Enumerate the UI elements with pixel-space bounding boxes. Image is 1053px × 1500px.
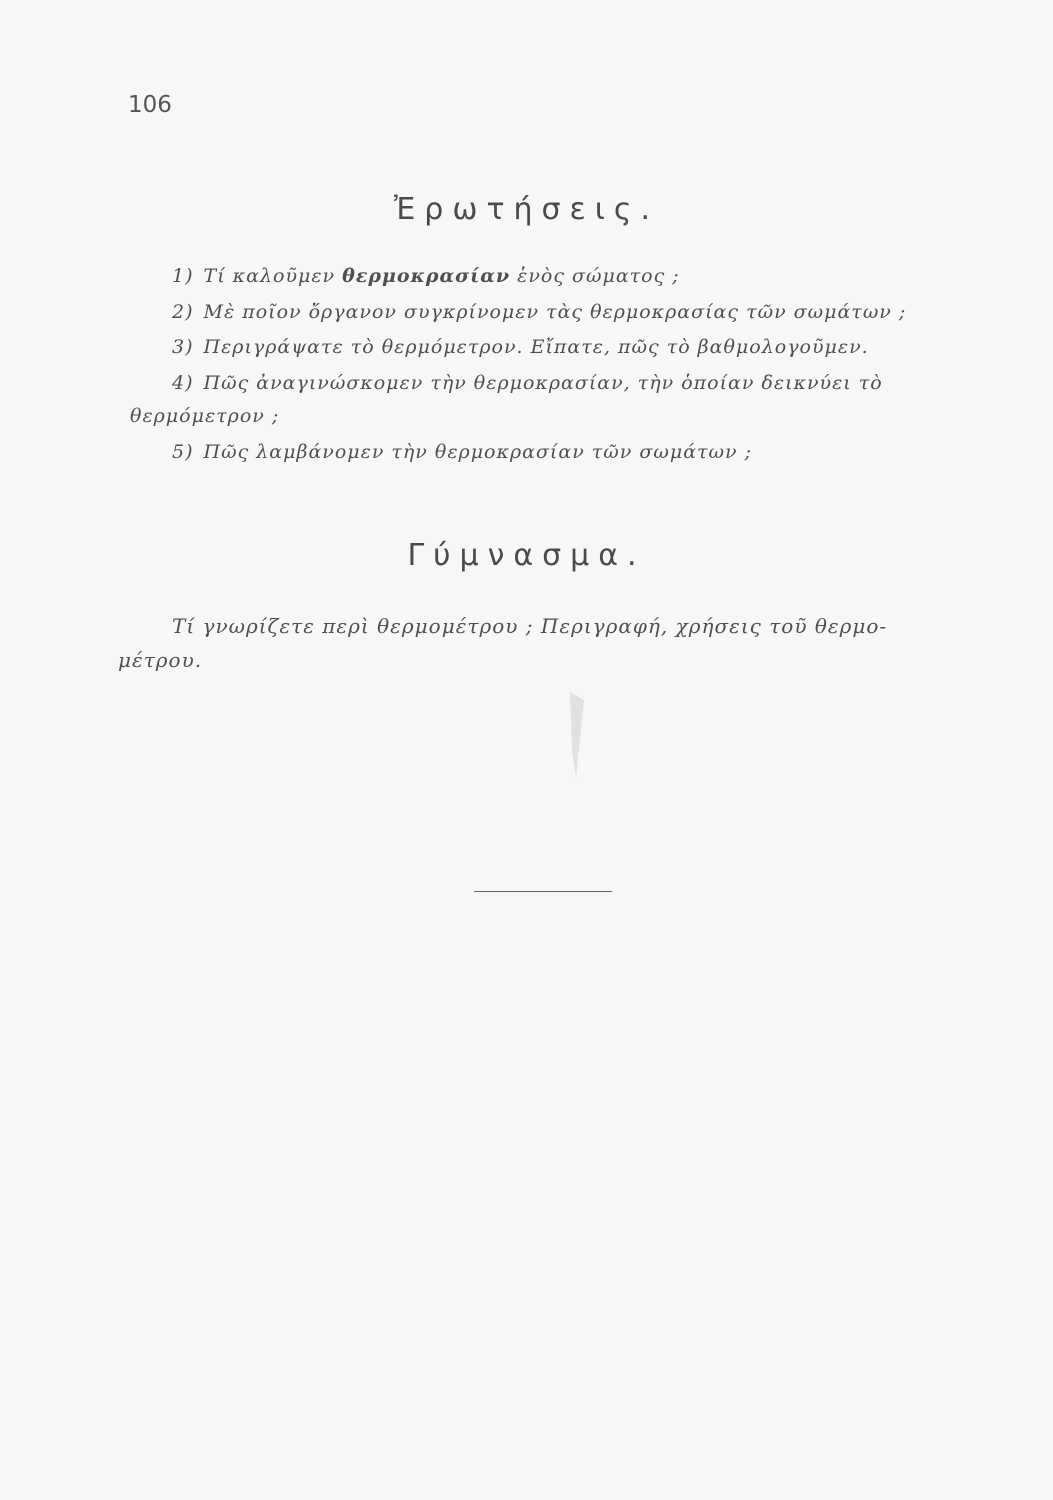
exercise-line-2: μέτρου. bbox=[118, 648, 203, 672]
question-4-text: Πῶς ἀναγινώσκομεν τὴν θερμοκρασίαν, τὴν ὁποίαν δεικνύει τὸ bbox=[203, 372, 883, 394]
question-4-number: 4) bbox=[172, 372, 194, 394]
question-2-text: Μὲ ποῖον ὄργανον συγκρίνομεν τὰς θερμοκρασίας τῶν σωμάτων ; bbox=[203, 301, 907, 323]
page-number: 106 bbox=[128, 92, 172, 118]
section-end-rule bbox=[474, 891, 612, 892]
exercise-line-1: Τί γνωρίζετε περὶ θερμομέτρου ; Περιγραφή, χρήσεις τοῦ θερμο- bbox=[172, 614, 888, 638]
question-4 bbox=[172, 372, 883, 394]
questions-heading: Ἐρωτήσεις. bbox=[393, 192, 660, 227]
question-1-number: 1) bbox=[172, 265, 194, 287]
question-4-continuation: θερμόμετρον ; bbox=[130, 405, 280, 427]
question-5 bbox=[172, 441, 752, 463]
question-5-number: 5) bbox=[172, 441, 194, 463]
exercise-heading: Γύμνασμα. bbox=[407, 538, 646, 573]
paper-smudge bbox=[566, 690, 588, 780]
question-2-number: 2) bbox=[172, 301, 194, 323]
question-5-text: Πῶς λαμβάνομεν τὴν θερμοκρασίαν τῶν σωμάτων ; bbox=[203, 441, 753, 463]
question-1-text-start: Τί καλοῦμεν bbox=[203, 265, 336, 287]
question-1 bbox=[172, 265, 680, 287]
question-1-text-end: ἑνὸς σώματος ; bbox=[517, 265, 680, 287]
question-3-text: Περιγράψατε τὸ θερμόμετρον. Εἴπατε, πῶς τὸ βαθμολογοῦμεν. bbox=[203, 336, 869, 358]
question-3 bbox=[172, 336, 869, 358]
question-2 bbox=[172, 301, 906, 323]
question-3-number: 3) bbox=[172, 336, 194, 358]
question-1-bold-term: θερμοκρασίαν bbox=[342, 265, 511, 287]
